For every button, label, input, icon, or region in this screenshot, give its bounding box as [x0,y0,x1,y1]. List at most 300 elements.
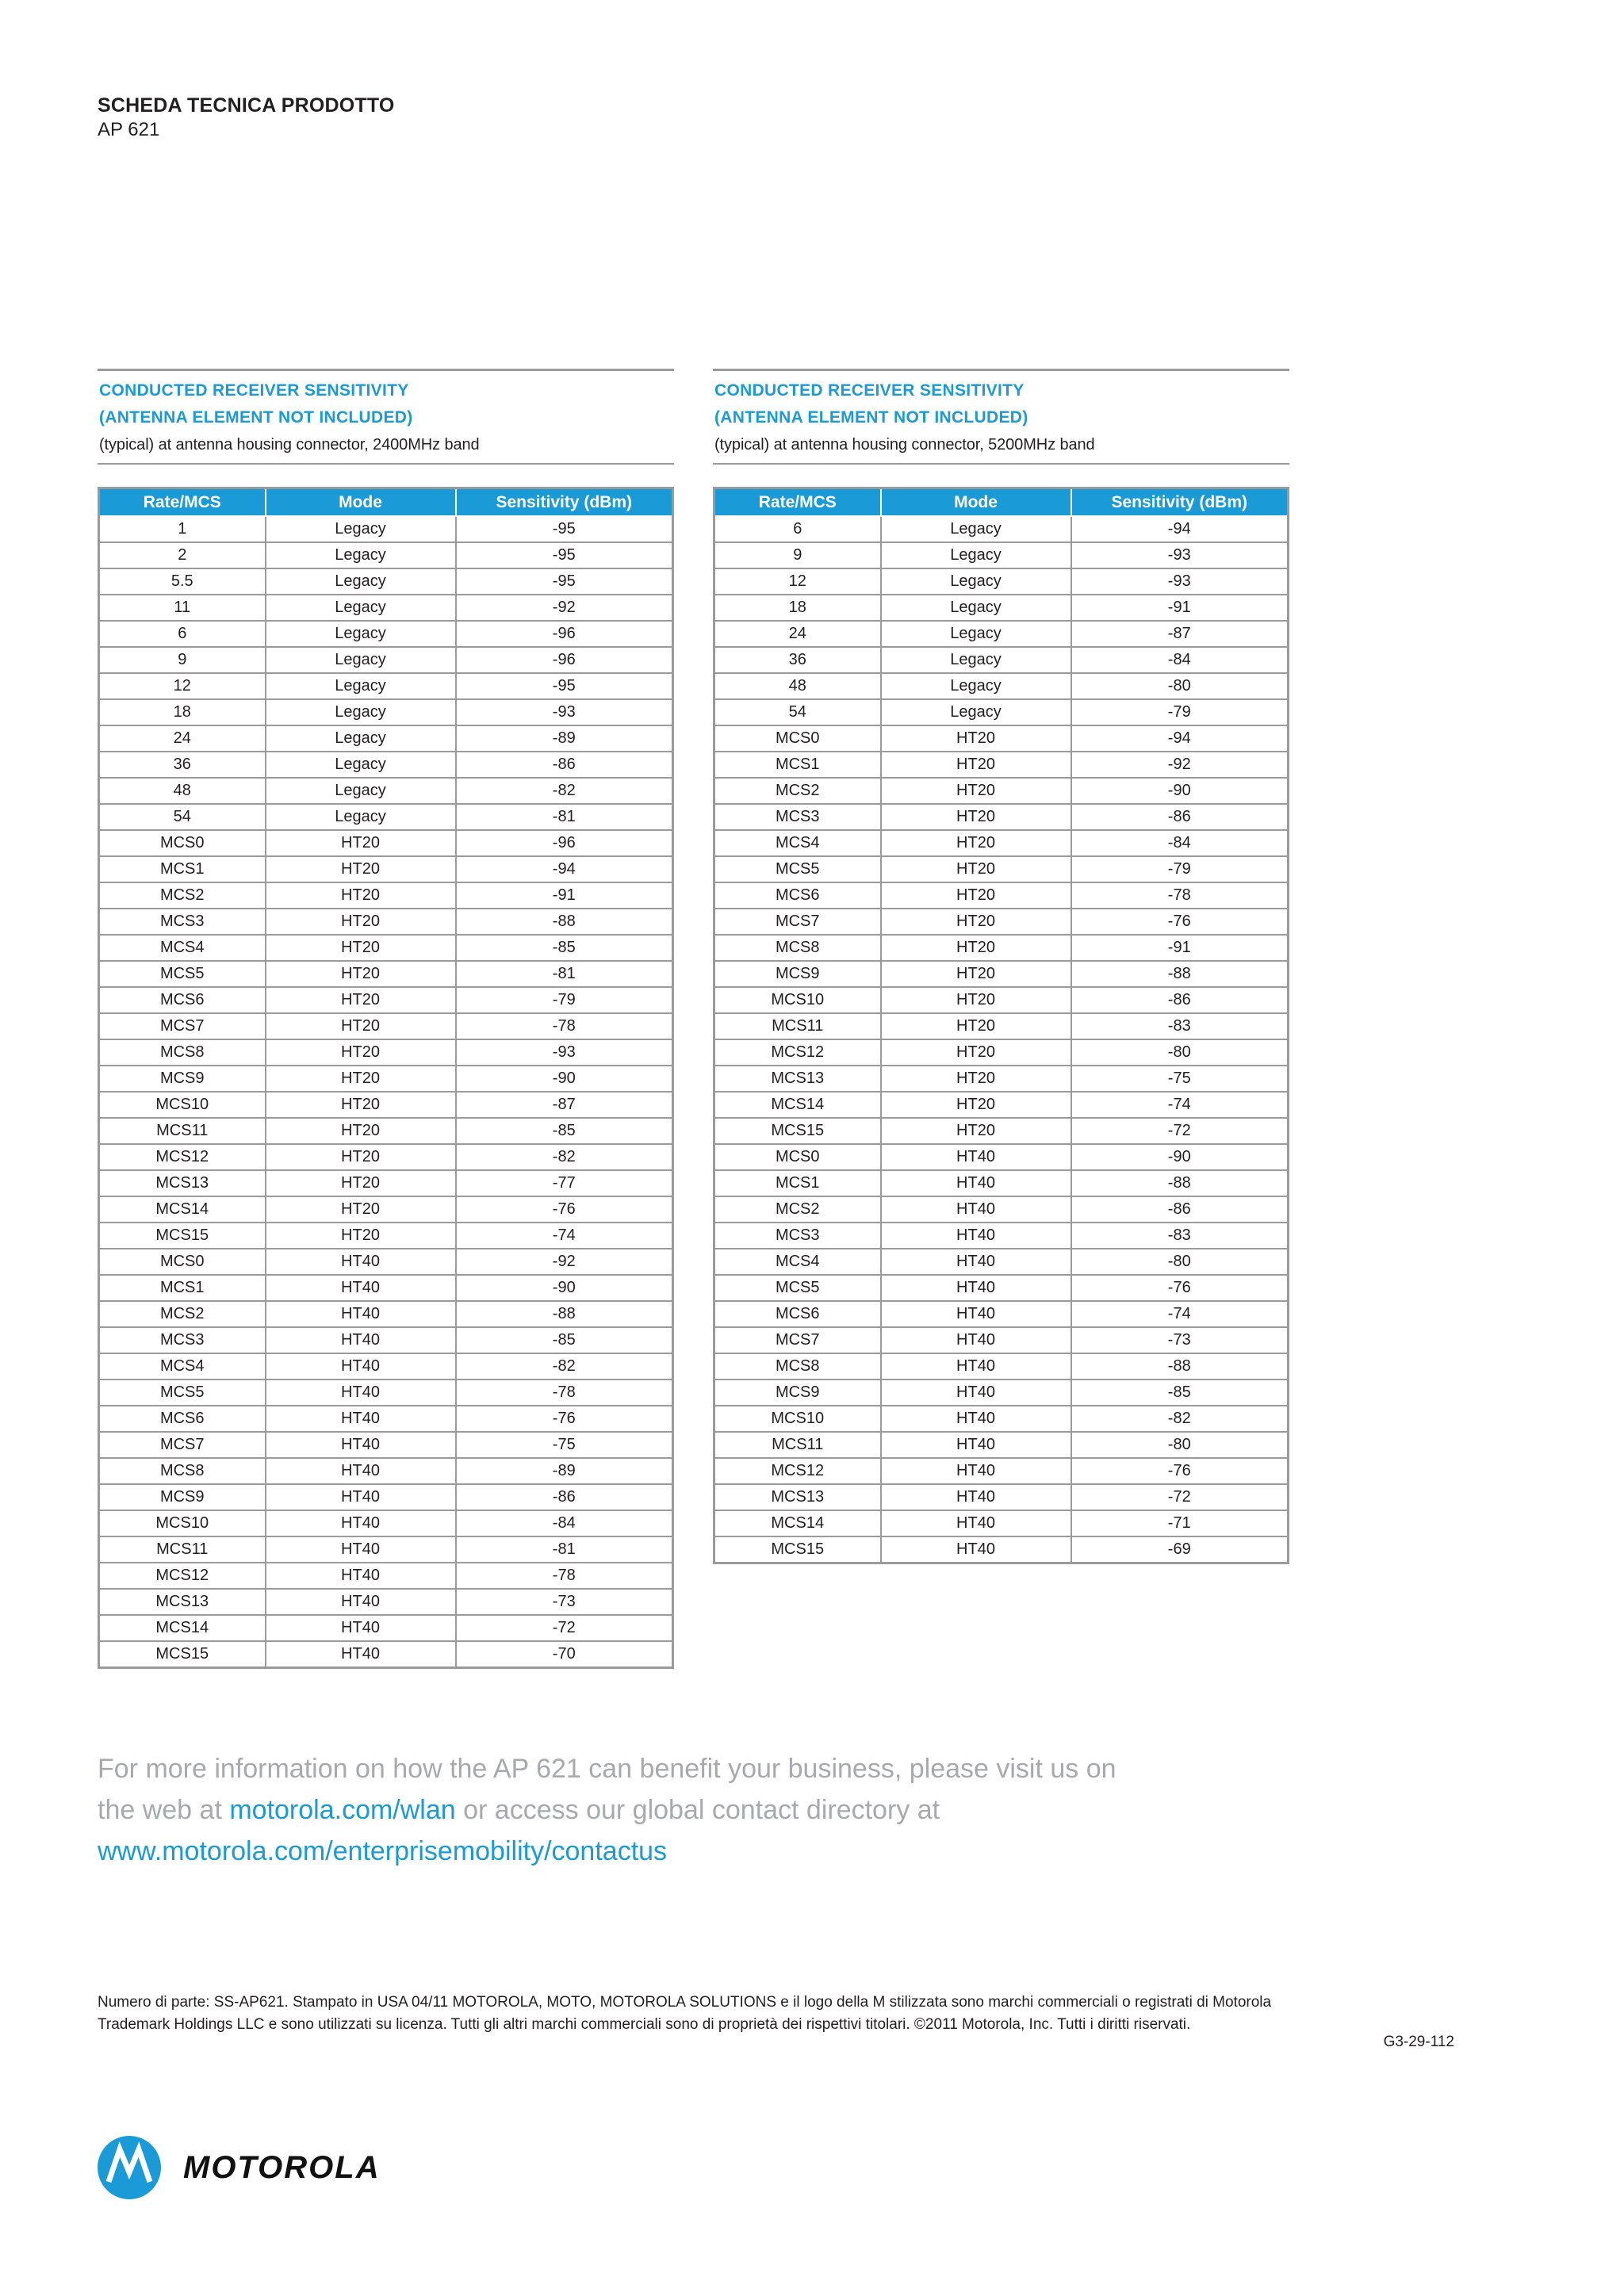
table-row [99,1641,673,1668]
rate-cell: MCS10 [714,1406,881,1432]
section-description: (typical) at antenna housing connector, 5200MHz band [714,436,1095,453]
sensitivity-cell: -80 [1071,673,1289,699]
table-row [99,673,673,699]
mode-cell: HT40 [881,1406,1071,1432]
column-header-mode: Mode [881,488,1071,517]
rate-cell: MCS8 [99,1039,266,1066]
table-row [99,568,673,595]
sensitivity-cell: -76 [1071,1275,1289,1301]
rate-cell: MCS12 [99,1144,266,1170]
mode-cell: Legacy [881,621,1071,647]
rate-cell: MCS1 [714,752,881,778]
mode-cell: HT20 [266,961,456,987]
mode-cell: HT20 [881,1066,1071,1092]
table-row [714,1118,1289,1144]
rate-cell: 54 [714,699,881,725]
sensitivity-cell: -86 [456,1484,673,1510]
rate-cell: 36 [99,752,266,778]
rate-cell: 18 [99,699,266,725]
sensitivity-section-2400mhz [98,369,674,1669]
mode-cell: HT20 [266,1013,456,1039]
mode-cell: Legacy [881,595,1071,621]
mode-cell: Legacy [266,595,456,621]
mode-cell: HT40 [266,1641,456,1668]
contact-info-block [98,1748,1208,1872]
table-row [99,804,673,830]
table-row [714,1406,1289,1432]
table-row [99,647,673,673]
sensitivity-cell: -70 [456,1641,673,1668]
rate-cell: MCS8 [714,1353,881,1380]
table-row [99,830,673,856]
rate-cell: MCS12 [714,1039,881,1066]
rate-cell: MCS10 [99,1092,266,1118]
mode-cell: HT20 [881,1013,1071,1039]
mode-cell: Legacy [266,778,456,804]
table-row [99,987,673,1013]
mode-cell: HT40 [266,1510,456,1536]
mode-cell: HT20 [881,778,1071,804]
rate-cell: MCS13 [99,1589,266,1615]
sensitivity-cell: -89 [456,1458,673,1484]
rate-cell: MCS6 [714,1301,881,1327]
rate-cell: MCS10 [99,1510,266,1536]
rate-cell: MCS14 [714,1092,881,1118]
motorola-logo [98,2136,381,2199]
table-row [99,1589,673,1615]
rate-cell: MCS3 [99,1327,266,1353]
rate-cell: MCS15 [714,1536,881,1563]
rate-cell: MCS7 [714,909,881,935]
table-row [99,1275,673,1301]
table-row [99,909,673,935]
mode-cell: Legacy [266,621,456,647]
rate-cell: MCS14 [99,1196,266,1223]
sensitivity-cell: -91 [1071,595,1289,621]
rate-cell: 6 [99,621,266,647]
sensitivity-cell: -92 [456,595,673,621]
sensitivity-cell: -96 [456,621,673,647]
sensitivity-cell: -95 [456,673,673,699]
table-row [99,595,673,621]
table-row [99,725,673,752]
mode-cell: HT20 [881,987,1071,1013]
mode-cell: Legacy [881,647,1071,673]
table-row [99,1327,673,1353]
sensitivity-cell: -84 [1071,830,1289,856]
sensitivity-cell: -72 [456,1615,673,1641]
rate-cell: MCS12 [714,1458,881,1484]
sensitivity-cell: -78 [1071,882,1289,909]
table-row [99,1249,673,1275]
table-row [714,647,1289,673]
mode-cell: HT20 [881,882,1071,909]
mode-cell: HT20 [266,830,456,856]
sensitivity-cell: -76 [456,1406,673,1432]
sensitivity-cell: -83 [1071,1013,1289,1039]
rate-cell: MCS13 [99,1170,266,1196]
rate-cell: MCS8 [99,1458,266,1484]
mode-cell: HT40 [266,1406,456,1432]
table-row [99,699,673,725]
sensitivity-cell: -81 [456,1536,673,1563]
rate-cell: MCS6 [99,987,266,1013]
rate-cell: MCS3 [714,1223,881,1249]
table-row [714,804,1289,830]
column-header-rate: Rate/MCS [714,488,881,517]
table-row [99,856,673,882]
table-row [714,882,1289,909]
sensitivity-table-2400mhz [98,487,674,1669]
sensitivity-cell: -76 [1071,909,1289,935]
table-row [99,1066,673,1092]
table-row [99,1301,673,1327]
table-row [99,516,673,542]
sensitivity-table-5200mhz [713,487,1289,1564]
mode-cell: Legacy [266,673,456,699]
table-row [99,752,673,778]
sensitivity-cell: -74 [1071,1301,1289,1327]
rate-cell: 12 [714,568,881,595]
rate-cell: MCS5 [99,1380,266,1406]
rate-cell: 9 [714,542,881,568]
mode-cell: HT40 [266,1327,456,1353]
column-header-rate: Rate/MCS [99,488,266,517]
rate-cell: MCS6 [714,882,881,909]
sensitivity-cell: -79 [456,987,673,1013]
sensitivity-cell: -75 [1071,1066,1289,1092]
sensitivity-cell: -90 [456,1066,673,1092]
mode-cell: HT40 [881,1380,1071,1406]
rate-cell: MCS15 [99,1641,266,1668]
sensitivity-cell: -81 [456,804,673,830]
rate-cell: 54 [99,804,266,830]
cta-line-3 [98,1831,1208,1872]
table-row [99,1196,673,1223]
cta-line-1: For more information on how the AP 621 can benefit your business, please visit us on [98,1754,1116,1784]
sensitivity-cell: -88 [456,909,673,935]
page-header [98,94,395,143]
rate-cell: MCS7 [99,1432,266,1458]
sensitivity-cell: -84 [1071,647,1289,673]
sensitivity-cell: -80 [1071,1432,1289,1458]
table-row [714,1170,1289,1196]
sensitivity-cell: -69 [1071,1536,1289,1563]
sensitivity-cell: -94 [1071,516,1289,542]
sensitivity-cell: -87 [456,1092,673,1118]
rate-cell: MCS3 [99,909,266,935]
sensitivity-cell: -92 [1071,752,1289,778]
sensitivity-cell: -85 [456,1327,673,1353]
mode-cell: Legacy [266,699,456,725]
table-row [99,1118,673,1144]
sensitivity-cell: -92 [456,1249,673,1275]
sensitivity-cell: -95 [456,516,673,542]
sensitivity-cell: -73 [456,1589,673,1615]
sensitivity-cell: -96 [456,830,673,856]
table-row [714,568,1289,595]
table-row [714,1039,1289,1066]
sensitivity-cell: -75 [456,1432,673,1458]
table-row [714,935,1289,961]
wlan-link[interactable]: motorola.com/wlan [229,1795,456,1825]
sensitivity-cell: -80 [1071,1249,1289,1275]
mode-cell: HT40 [881,1458,1071,1484]
mode-cell: HT40 [881,1353,1071,1380]
table-row [99,882,673,909]
mode-cell: HT40 [881,1144,1071,1170]
table-row [714,1484,1289,1510]
table-row [714,752,1289,778]
sensitivity-cell: -71 [1071,1510,1289,1536]
rate-cell: 24 [714,621,881,647]
sensitivity-cell: -88 [1071,1353,1289,1380]
rate-cell: MCS3 [714,804,881,830]
mode-cell: Legacy [881,542,1071,568]
sensitivity-cell: -93 [1071,568,1289,595]
section-heading [98,369,674,465]
rate-cell: MCS13 [714,1066,881,1092]
sensitivity-cell: -93 [1071,542,1289,568]
table-row [99,621,673,647]
sensitivity-cell: -82 [456,778,673,804]
mode-cell: HT40 [881,1275,1071,1301]
mode-cell: HT20 [266,856,456,882]
contactus-link[interactable]: www.motorola.com/enterprisemobility/contactus [98,1836,668,1866]
table-row [99,1432,673,1458]
mode-cell: Legacy [881,673,1071,699]
table-row [714,699,1289,725]
sensitivity-cell: -76 [456,1196,673,1223]
rate-cell: MCS11 [714,1432,881,1458]
rate-cell: MCS2 [99,1301,266,1327]
rate-cell: MCS0 [99,830,266,856]
rate-cell: MCS2 [99,882,266,909]
mode-cell: Legacy [881,699,1071,725]
mode-cell: Legacy [881,568,1071,595]
rate-cell: MCS6 [99,1406,266,1432]
mode-cell: HT20 [881,725,1071,752]
sensitivity-cell: -82 [456,1144,673,1170]
mode-cell: HT20 [266,909,456,935]
sensitivity-cell: -78 [456,1380,673,1406]
sensitivity-cell: -88 [1071,1170,1289,1196]
rate-cell: MCS11 [99,1118,266,1144]
mode-cell: HT40 [881,1536,1071,1563]
mode-cell: HT40 [266,1275,456,1301]
mode-cell: HT40 [266,1536,456,1563]
sensitivity-cell: -86 [456,752,673,778]
table-row [714,909,1289,935]
rate-cell: MCS8 [714,935,881,961]
mode-cell: Legacy [266,647,456,673]
mode-cell: Legacy [266,542,456,568]
mode-cell: HT40 [266,1563,456,1589]
motorola-m-logo-icon [98,2136,161,2199]
product-name: AP 621 [98,119,160,140]
table-row [714,1458,1289,1484]
sensitivity-cell: -89 [456,725,673,752]
sensitivity-cell: -84 [456,1510,673,1536]
column-header-sensitivity: Sensitivity (dBm) [1071,488,1289,517]
legal-line-2: Trademark Holdings LLC e sono utilizzati su licenza. Tutti gli altri marchi commerciali sono di proprietà dei rispettivi titolari. ©2011 Motorola, Inc. Tutti i diritti riservati. [98,2016,1191,2033]
mode-cell: HT40 [266,1353,456,1380]
legal-notice [98,1992,1335,2036]
sensitivity-cell: -74 [456,1223,673,1249]
table-row [99,1170,673,1196]
rate-cell: MCS5 [714,1275,881,1301]
sensitivity-cell: -79 [1071,856,1289,882]
rate-cell: MCS5 [99,961,266,987]
rate-cell: MCS11 [99,1536,266,1563]
table-row [99,1484,673,1510]
column-header-sensitivity: Sensitivity (dBm) [456,488,673,517]
mode-cell: HT20 [266,1223,456,1249]
sensitivity-cell: -85 [1071,1380,1289,1406]
table-row [99,1039,673,1066]
sensitivity-cell: -72 [1071,1484,1289,1510]
rate-cell: 6 [714,516,881,542]
table-row [714,1353,1289,1380]
table-row [99,1458,673,1484]
mode-cell: HT40 [881,1196,1071,1223]
sensitivity-cell: -87 [1071,621,1289,647]
table-row [99,1510,673,1536]
sensitivity-cell: -79 [1071,699,1289,725]
mode-cell: Legacy [266,752,456,778]
mode-cell: HT20 [266,1092,456,1118]
mode-cell: HT20 [881,830,1071,856]
table-row [714,1196,1289,1223]
table-row [714,1092,1289,1118]
sensitivity-cell: -82 [456,1353,673,1380]
table-row [99,1144,673,1170]
mode-cell: HT20 [266,935,456,961]
mode-cell: Legacy [266,804,456,830]
mode-cell: HT40 [266,1484,456,1510]
rate-cell: MCS4 [714,830,881,856]
table-row [99,1223,673,1249]
mode-cell: HT20 [881,935,1071,961]
legal-line-1: Numero di parte: SS-AP621. Stampato in USA 04/11 MOTOROLA, MOTO, MOTOROLA SOLUTIONS e il logo della M stilizzata sono marchi commerciali o registrati di Motorola [98,1994,1272,2011]
section-title-line1: CONDUCTED RECEIVER SENSITIVITY [99,381,409,400]
table-row [714,1380,1289,1406]
sensitivity-cell: -95 [456,542,673,568]
sensitivity-cell: -74 [1071,1092,1289,1118]
document-code: G3-29-112 [1383,2034,1454,2050]
rate-cell: MCS15 [714,1118,881,1144]
table-row [714,1536,1289,1563]
sensitivity-cell: -90 [456,1275,673,1301]
mode-cell: Legacy [881,516,1071,542]
table-row [714,1510,1289,1536]
sensitivity-cell: -94 [456,856,673,882]
table-row [714,778,1289,804]
mode-cell: HT20 [266,1170,456,1196]
table-row [714,516,1289,542]
mode-cell: HT40 [881,1432,1071,1458]
mode-cell: HT40 [266,1249,456,1275]
mode-cell: Legacy [266,568,456,595]
mode-cell: HT40 [266,1615,456,1641]
sensitivity-cell: -95 [456,568,673,595]
page-title: SCHEDA TECNICA PRODOTTO [98,94,395,117]
table-row [99,542,673,568]
table-row [714,987,1289,1013]
table-row [99,1406,673,1432]
rate-cell: MCS10 [714,987,881,1013]
table-row [99,778,673,804]
table-row [714,1223,1289,1249]
cta-text: the web at [98,1795,230,1825]
sensitivity-cell: -86 [1071,1196,1289,1223]
rate-cell: 36 [714,647,881,673]
rate-cell: 48 [99,778,266,804]
sensitivity-cell: -90 [1071,1144,1289,1170]
rate-cell: 12 [99,673,266,699]
mode-cell: HT20 [881,752,1071,778]
rate-cell: MCS11 [714,1013,881,1039]
rate-cell: 9 [99,647,266,673]
rate-cell: MCS1 [99,1275,266,1301]
table-row [714,856,1289,882]
mode-cell: Legacy [266,516,456,542]
section-description: (typical) at antenna housing connector, 2400MHz band [99,436,480,453]
sensitivity-cell: -86 [1071,987,1289,1013]
rate-cell: MCS4 [99,935,266,961]
rate-cell: 11 [99,595,266,621]
rate-cell: 1 [99,516,266,542]
mode-cell: HT40 [881,1510,1071,1536]
table-row [714,1066,1289,1092]
table-row [714,1275,1289,1301]
table-row [714,621,1289,647]
mode-cell: HT40 [266,1589,456,1615]
rate-cell: MCS14 [714,1510,881,1536]
mode-cell: HT40 [266,1432,456,1458]
table-row [714,725,1289,752]
table-row [714,1432,1289,1458]
table-row [99,1563,673,1589]
sensitivity-section-5200mhz [713,369,1289,1564]
sensitivity-cell: -90 [1071,778,1289,804]
rate-cell: 2 [99,542,266,568]
cta-text: or access our global contact directory at [455,1795,940,1825]
rate-cell: MCS15 [99,1223,266,1249]
rate-cell: MCS9 [99,1484,266,1510]
sensitivity-cell: -82 [1071,1406,1289,1432]
mode-cell: HT20 [881,1118,1071,1144]
mode-cell: HT40 [266,1458,456,1484]
sensitivity-cell: -93 [456,699,673,725]
mode-cell: HT20 [266,1118,456,1144]
table-row [99,1013,673,1039]
sensitivity-cell: -77 [456,1170,673,1196]
mode-cell: HT20 [881,909,1071,935]
rate-cell: MCS4 [714,1249,881,1275]
rate-cell: MCS0 [714,725,881,752]
sensitivity-cell: -73 [1071,1327,1289,1353]
mode-cell: HT40 [881,1170,1071,1196]
section-title-line2: (ANTENNA ELEMENT NOT INCLUDED) [99,408,413,427]
sensitivity-cell: -85 [456,1118,673,1144]
mode-cell: HT20 [881,856,1071,882]
rate-cell: MCS9 [714,1380,881,1406]
rate-cell: 18 [714,595,881,621]
sensitivity-cell: -91 [456,882,673,909]
table-header-row [714,488,1289,517]
sensitivity-cell: -96 [456,647,673,673]
